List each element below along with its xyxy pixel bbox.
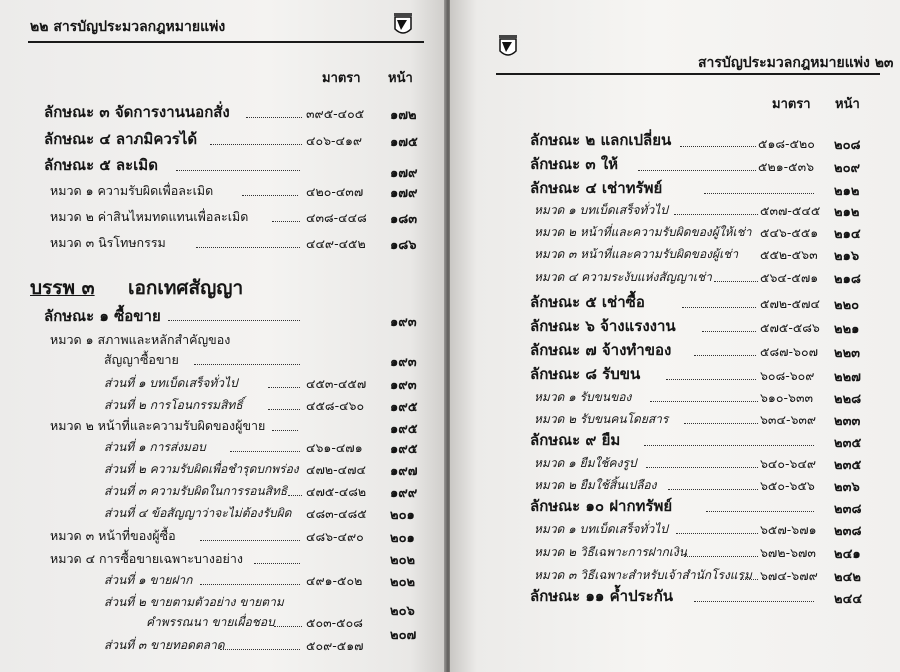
toc-page: ๒๓๕ — [834, 458, 862, 473]
publisher-emblem-icon — [498, 34, 518, 60]
toc-page: ๒๓๘ — [834, 524, 862, 539]
toc-page: ๒๓๓ — [834, 414, 861, 429]
col-section-head: มาตรา — [322, 71, 361, 86]
toc-entry: ส่วนที่ ๓ ความรับผิดในการรอนสิทธิ — [104, 484, 288, 498]
toc-sections: ๖๕๐-๖๕๖ — [760, 478, 815, 493]
header-rule — [28, 41, 424, 43]
toc-sections: ๔๓๘-๔๔๘ — [306, 210, 367, 225]
toc-sections: ๔๒๐-๔๓๗ — [306, 184, 364, 199]
toc-entry: สัญญาซื้อขาย — [104, 352, 179, 367]
toc-sections: ๔๔๙-๔๕๒ — [306, 236, 366, 251]
toc-entry: คำพรรณนา ขายเผื่อชอบ — [146, 615, 275, 629]
toc-sections: ๕๗๒-๕๗๔ — [760, 296, 820, 311]
toc-page: ๒๒๓ — [834, 346, 861, 361]
toc-entry: ลักษณะ ๑๑ ค้ำประกัน — [530, 587, 674, 605]
toc-entry: หมวด ๓ หน้าที่ของผู้ซื้อ — [50, 528, 176, 543]
toc-page: ๒๐๑ — [390, 531, 415, 546]
toc-sections: ๕๒๑-๕๓๖ — [758, 159, 815, 174]
toc-page: ๒๐๒ — [390, 575, 416, 590]
toc-page: ๑๙๕ — [390, 422, 418, 437]
toc-sections: ๔๕๓-๔๕๗ — [306, 376, 367, 391]
toc-entry: ลักษณะ ๑ ซื้อขาย — [44, 307, 161, 325]
toc-page: ๒๒๗ — [834, 370, 861, 385]
toc-sections: ๖๑๐-๖๓๓ — [760, 390, 814, 405]
right-page — [450, 0, 900, 672]
running-head: ๒๒ สารบัญประมวลกฎหมายแพ่ง — [30, 19, 226, 35]
toc-entry: ลักษณะ ๗ จ้างทำของ — [530, 341, 672, 359]
toc-sections: ๖๕๗-๖๗๑ — [760, 522, 817, 537]
toc-page: ๒๒๐ — [834, 298, 860, 313]
toc-sections: ๖๐๘-๖๐๙ — [760, 368, 815, 383]
toc-entry: หมวด ๓ วิธีเฉพาะสำหรับเจ้าสำนักโรงแรม — [534, 568, 752, 582]
toc-sections: ๔๗๕-๔๘๒ — [306, 484, 367, 499]
toc-page: ๒๐๒ — [390, 553, 416, 568]
toc-entry: หมวด ๑ ความรับผิดเพื่อละเมิด — [50, 183, 214, 198]
toc-page: ๒๐๘ — [834, 138, 861, 153]
toc-entry: ลักษณะ ๒ แลกเปลี่ยน — [530, 131, 672, 149]
toc-sections: ๖๓๔-๖๓๙ — [760, 412, 817, 427]
toc-sections: ๕๑๘-๕๒๐ — [758, 136, 815, 151]
toc-page: ๑๙๓ — [390, 315, 417, 330]
toc-entry: หมวด ๑ รับขนของ — [534, 390, 632, 404]
toc-page: ๑๙๗ — [390, 464, 418, 479]
toc-entry: ส่วนที่ ๓ ขายทอดตลาด — [104, 638, 225, 652]
toc-sections: ๔๖๑-๔๗๑ — [306, 440, 363, 455]
toc-sections: ๔๗๒-๔๗๔ — [306, 462, 366, 477]
toc-page: ๑๙๓ — [390, 378, 417, 393]
toc-entry: หมวด ๓ หน้าที่และความรับผิดของผู้เช่า — [534, 247, 739, 261]
toc-page: ๑๘๖ — [390, 238, 417, 253]
toc-entry: หมวด ๒ ค่าสินไหมทดแทนเพื่อละเมิด — [50, 209, 249, 224]
toc-entry: หมวด ๑ สภาพและหลักสำคัญของ — [50, 332, 231, 347]
toc-entry: ลักษณะ ๘ รับขน — [530, 365, 641, 383]
toc-sections: ๔๘๓-๔๘๕ — [306, 506, 367, 521]
toc-sections: ๕๗๕-๕๘๖ — [760, 320, 820, 335]
toc-page: ๑๗๒ — [390, 108, 417, 123]
toc-sections: ๕๓๗-๕๔๕ — [760, 203, 821, 218]
toc-page: ๑๙๓ — [390, 355, 417, 370]
running-head: สารบัญประมวลกฎหมายแพ่ง ๒๓ — [698, 55, 894, 71]
toc-sections: ๓๙๕-๔๐๕ — [306, 106, 365, 121]
toc-page: ๒๐๖ — [390, 604, 415, 619]
toc-page: ๑๘๓ — [390, 212, 418, 227]
toc-entry: ส่วนที่ ๑ บทเบ็ดเสร็จทั่วไป — [104, 376, 238, 390]
toc-entry: ลักษณะ ๓ ให้ — [530, 155, 619, 173]
toc-page: ๒๓๘ — [834, 502, 862, 517]
toc-entry: ส่วนที่ ๒ ความรับผิดเพื่อชำรุดบกพร่อง — [104, 462, 299, 476]
toc-entry: หมวด ๒ วิธีเฉพาะการฝากเงิน — [534, 545, 687, 559]
toc-page: ๑๗๕ — [390, 135, 418, 150]
toc-sections: ๖๔๐-๖๔๙ — [760, 456, 817, 471]
toc-page: ๒๔๒ — [834, 570, 861, 585]
toc-entry: ส่วนที่ ๒ ขายตามตัวอย่าง ขายตาม — [104, 595, 284, 609]
toc-page: ๑๙๙ — [390, 486, 418, 501]
toc-entry: ส่วนที่ ๑ ขายฝาก — [104, 573, 193, 587]
toc-entry: หมวด ๔ การซื้อขายเฉพาะบางอย่าง — [50, 551, 243, 566]
col-page-head: หน้า — [388, 71, 413, 86]
toc-entry: หมวด ๒ ยืมใช้สิ้นเปลือง — [534, 478, 657, 492]
toc-page: ๑๙๕ — [390, 442, 418, 457]
toc-sections: ๕๖๔-๕๗๑ — [760, 270, 819, 285]
toc-entry: หมวด ๑ บทเบ็ดเสร็จทั่วไป — [534, 522, 668, 536]
toc-page: ๒๓๖ — [834, 480, 860, 495]
toc-page: ๒๑๖ — [834, 249, 860, 264]
toc-sections: ๕๐๙-๕๑๗ — [306, 638, 364, 653]
toc-page: ๒๑๘ — [834, 272, 861, 287]
toc-entry: หมวด ๑ ยืมใช้คงรูป — [534, 456, 637, 470]
toc-sections: ๕๕๒-๕๖๓ — [760, 247, 818, 262]
toc-entry: หมวด ๒ หน้าที่และความรับผิดของผู้ขาย — [50, 418, 266, 433]
toc-page: ๒๓๕ — [834, 436, 862, 451]
toc-page: ๒๐๑ — [390, 508, 415, 523]
toc-entry: ส่วนที่ ๑ การส่งมอบ — [104, 440, 206, 454]
publisher-emblem-icon — [393, 12, 413, 38]
toc-entry: หมวด ๑ บทเบ็ดเสร็จทั่วไป — [534, 203, 668, 217]
toc-sections: ๕๐๓-๕๐๘ — [306, 615, 363, 630]
toc-sections: ๖๗๒-๖๗๓ — [760, 545, 816, 560]
toc-entry: ลักษณะ ๑๐ ฝากทรัพย์ — [530, 497, 673, 515]
col-section-head: มาตรา — [772, 97, 811, 112]
toc-entry: ลักษณะ ๔ ลาภมิควรได้ — [44, 130, 198, 148]
toc-entry: ลักษณะ ๓ จัดการงานนอกสั่ง — [44, 103, 230, 121]
toc-sections: ๔๐๖-๔๑๙ — [306, 133, 363, 148]
toc-entry: ส่วนที่ ๔ ข้อสัญญาว่าจะไม่ต้องรับผิด — [104, 506, 292, 520]
toc-page: ๒๐๗ — [390, 628, 417, 643]
toc-page: ๒๑๔ — [834, 227, 861, 242]
toc-sections: ๕๘๗-๖๐๗ — [760, 344, 818, 359]
toc-page: ๒๒๘ — [834, 392, 862, 407]
toc-sections: ๔๙๑-๕๐๒ — [306, 573, 363, 588]
toc-sections: ๔๘๖-๔๙๐ — [306, 529, 364, 544]
toc-sections: ๖๗๔-๖๗๙ — [760, 568, 818, 583]
left-page — [0, 0, 446, 672]
toc-entry: ส่วนที่ ๒ การโอนกรรมสิทธิ์ — [104, 398, 243, 412]
book-subtitle: เอกเทศสัญญา — [128, 277, 244, 299]
toc-sections: ๕๔๖-๕๕๑ — [760, 225, 819, 240]
toc-entry: ลักษณะ ๙ ยืม — [530, 431, 621, 449]
toc-entry: ลักษณะ ๔ เช่าทรัพย์ — [530, 179, 663, 197]
toc-entry: หมวด ๓ นิรโทษกรรม — [50, 235, 166, 250]
toc-page: ๒๑๒ — [834, 184, 860, 199]
toc-page: ๒๑๒ — [834, 205, 860, 220]
toc-entry: ลักษณะ ๕ ละเมิด — [44, 156, 158, 174]
toc-sections: ๔๕๘-๔๖๐ — [306, 398, 365, 413]
toc-page: ๒๐๙ — [834, 161, 861, 176]
toc-page: ๒๒๑ — [834, 322, 860, 337]
toc-page: ๒๔๔ — [834, 592, 863, 607]
toc-entry: หมวด ๔ ความระงับแห่งสัญญาเช่า — [534, 270, 712, 284]
toc-page: ๑๗๙ — [390, 166, 418, 181]
toc-entry: ลักษณะ ๕ เช่าซื้อ — [530, 293, 645, 311]
toc-page: ๒๔๑ — [834, 547, 861, 562]
toc-entry: ลักษณะ ๖ จ้างแรงงาน — [530, 317, 676, 335]
book-title: บรรพ ๓ — [30, 277, 95, 299]
header-rule — [496, 73, 880, 75]
col-page-head: หน้า — [835, 97, 860, 112]
toc-page: ๑๗๙ — [390, 186, 418, 201]
toc-entry: หมวด ๒ หน้าที่และความรับผิดของผู้ให้เช่า — [534, 225, 752, 239]
toc-entry: หมวด ๒ รับขนคนโดยสาร — [534, 412, 669, 426]
toc-page: ๑๙๕ — [390, 400, 418, 415]
